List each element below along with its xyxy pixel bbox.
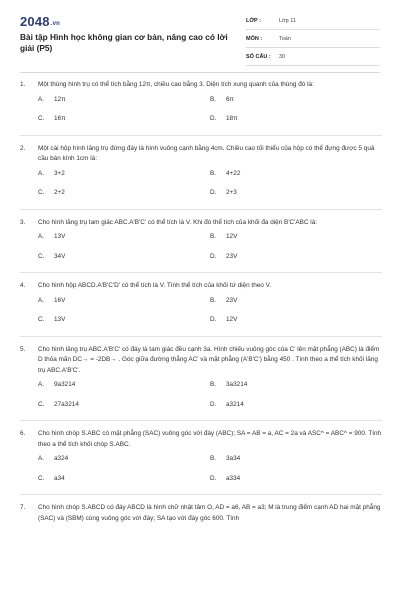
worksheet-header xyxy=(20,12,380,68)
question-divider xyxy=(20,420,382,421)
question-list xyxy=(20,80,382,524)
option-text: 3a34 xyxy=(226,455,241,462)
option-text: a34 xyxy=(54,474,65,482)
question-text: Cho hình hộp ABCD.A'B'C'D' có thể tích là V. Tính thể tích của khối tứ diện theo V. xyxy=(38,282,272,289)
option-text: 23V xyxy=(226,296,238,304)
meta-row-count xyxy=(246,48,380,66)
answer-options xyxy=(38,95,382,125)
answer-options xyxy=(38,232,382,262)
option-text: 16π xyxy=(54,115,66,122)
option-letter: C. xyxy=(38,400,45,408)
question-number: 4. xyxy=(20,282,26,289)
question-item xyxy=(20,429,382,484)
option-letter: A. xyxy=(38,169,45,177)
option-letter: D. xyxy=(210,189,217,196)
option-text: 23V xyxy=(226,252,238,260)
answer-option[interactable] xyxy=(210,296,382,307)
question-text: Cho hình chóp S.ABCD có đáy ABCD là hình chữ nhật tâm O, AD = a6, AB = a3; M là trung điểm cạnh AD hai mặt phẳng (SAC) và (SBM) cùng vuông góc với đáy; SA tạo với đáy góc 600. Tính xyxy=(38,504,381,522)
question-number: 7. xyxy=(20,504,26,511)
meta-row-subject xyxy=(246,30,380,48)
question-stem xyxy=(20,144,382,165)
answer-option[interactable] xyxy=(210,169,382,180)
question-item xyxy=(20,503,382,524)
option-text: 12π xyxy=(54,95,66,103)
answer-option[interactable] xyxy=(210,188,382,199)
option-letter: B. xyxy=(210,455,217,462)
page-title: Bài tập Hình học không gian cơ bản, nâng cao có lời giải (P5) xyxy=(20,32,228,53)
option-letter: C. xyxy=(38,474,45,482)
option-text: a3214 xyxy=(226,400,244,408)
answer-option[interactable] xyxy=(210,315,382,326)
meta-label: MÔN : xyxy=(246,35,263,42)
option-letter: B. xyxy=(210,95,217,103)
question-stem xyxy=(20,80,382,91)
answer-option[interactable] xyxy=(210,252,382,263)
meta-label: SỐ CÂU : xyxy=(246,53,271,60)
answer-option[interactable] xyxy=(38,252,210,263)
option-letter: D. xyxy=(210,474,217,482)
option-letter: A. xyxy=(38,455,45,462)
option-text: 13V xyxy=(54,316,66,323)
option-text: a334 xyxy=(226,474,241,482)
option-text: 18π xyxy=(226,115,238,122)
option-text: 3a3214 xyxy=(226,381,248,388)
answer-option[interactable] xyxy=(210,454,382,465)
option-text: 9a3214 xyxy=(54,381,76,388)
option-text: a324 xyxy=(54,455,69,462)
question-item xyxy=(20,281,382,326)
answer-option[interactable] xyxy=(38,380,210,391)
option-letter: B. xyxy=(210,381,217,388)
worksheet-meta xyxy=(246,12,380,66)
question-number: 1. xyxy=(20,81,26,88)
answer-options xyxy=(38,169,382,199)
answer-option[interactable] xyxy=(38,315,210,326)
answer-option[interactable] xyxy=(38,296,210,307)
answer-option[interactable] xyxy=(38,95,210,106)
option-letter: D. xyxy=(210,252,217,260)
question-item xyxy=(20,218,382,263)
question-number: 3. xyxy=(20,218,26,226)
option-letter: D. xyxy=(210,115,217,122)
question-text: Cho hình lăng trụ tam giác ABC.A'B'C' có thể tích là V. Khi đó thể tích của khối đa diện B'C'ABC là: xyxy=(38,218,318,226)
answer-option[interactable] xyxy=(210,95,382,106)
option-letter: A. xyxy=(38,381,45,388)
option-letter: A. xyxy=(38,233,45,240)
question-divider xyxy=(20,272,382,273)
answer-option[interactable] xyxy=(38,400,210,411)
question-stem xyxy=(20,345,382,377)
option-letter: B. xyxy=(210,169,217,177)
meta-row-class xyxy=(246,12,380,30)
question-number: 5. xyxy=(20,345,26,353)
question-text: Một cái hộp hình lăng trụ đứng đáy là hình vuông cạnh bằng 4cm. Chiều cao tối thiểu của hộp có thể đựng được 5 quả cầu bán kính 1cm là: xyxy=(38,144,375,162)
question-stem xyxy=(20,281,382,292)
answer-options xyxy=(38,296,382,326)
question-item xyxy=(20,345,382,411)
option-text: 27a3214 xyxy=(54,400,79,408)
site-logo[interactable]: 2048.vn xyxy=(20,14,61,29)
question-item xyxy=(20,80,382,125)
answer-option[interactable] xyxy=(210,474,382,485)
question-text: Một thùng hình trụ có thể tích bằng 12π, chiều cao bằng 3. Diện tích xung quanh của thùng đó là: xyxy=(38,81,314,88)
answer-option[interactable] xyxy=(210,380,382,391)
answer-option[interactable] xyxy=(38,454,210,465)
answer-options xyxy=(38,454,382,484)
option-letter: A. xyxy=(38,296,45,304)
question-number: 2. xyxy=(20,144,26,152)
answer-option[interactable] xyxy=(38,188,210,199)
question-divider xyxy=(20,494,382,495)
question-text: Cho hình lăng trụ ABC.A'B'C' có đáy là tam giác đều cạnh 3a. Hình chiếu vuông góc của C' lên mặt phẳng (ABC) là điểm D thỏa mãn DC→ = -2DB→ . Góc giữa đường thẳng AC' và mặt phẳng (A'B'C') bằng 450 . Tính theo a thể tích khối lăng trụ ABC.A'B'C'. xyxy=(38,345,380,374)
question-number: 6. xyxy=(20,430,26,437)
option-letter: C. xyxy=(38,115,45,122)
meta-label: LỚP : xyxy=(246,17,261,24)
answer-option[interactable] xyxy=(38,474,210,485)
option-letter: C. xyxy=(38,189,45,196)
option-letter: C. xyxy=(38,316,45,323)
meta-value: Toán xyxy=(279,35,291,42)
answer-option[interactable] xyxy=(210,232,382,243)
answer-options xyxy=(38,380,382,410)
answer-option[interactable] xyxy=(38,114,210,125)
option-text: 16V xyxy=(54,296,66,304)
option-letter: C. xyxy=(38,252,45,260)
question-stem xyxy=(20,503,382,524)
answer-option[interactable] xyxy=(38,169,210,180)
question-stem xyxy=(20,218,382,229)
answer-option[interactable] xyxy=(38,232,210,243)
meta-value: Lớp 11 xyxy=(279,17,296,24)
question-stem xyxy=(20,429,382,450)
answer-option[interactable] xyxy=(210,114,382,125)
meta-value: 30 xyxy=(279,53,286,60)
question-text: Cho hình chóp S.ABC có mặt phẳng (SAC) vuông góc với đáy (ABC); SA = AB = a, AC = 2a và ASC^ = ABC^ = 900. Tính theo a thể tích khối chóp S.ABC. xyxy=(38,430,382,448)
option-text: 12V xyxy=(226,316,238,323)
option-text: 2+3 xyxy=(226,189,237,196)
option-letter: B. xyxy=(210,296,217,304)
option-text: 34V xyxy=(54,252,66,260)
option-text: 3+2 xyxy=(54,169,65,177)
question-divider xyxy=(20,336,382,337)
question-item xyxy=(20,144,382,199)
header-divider xyxy=(20,72,380,73)
option-letter: B. xyxy=(210,233,217,240)
option-text: 6π xyxy=(226,95,234,103)
option-letter: D. xyxy=(210,316,217,323)
option-letter: A. xyxy=(38,95,45,103)
answer-option[interactable] xyxy=(210,400,382,411)
option-letter: D. xyxy=(210,400,217,408)
option-text: 2+2 xyxy=(54,189,65,196)
option-text: 12V xyxy=(226,233,238,240)
option-text: 13V xyxy=(54,233,66,240)
question-divider xyxy=(20,209,382,210)
question-divider xyxy=(20,135,382,136)
option-text: 4+22 xyxy=(226,169,241,177)
